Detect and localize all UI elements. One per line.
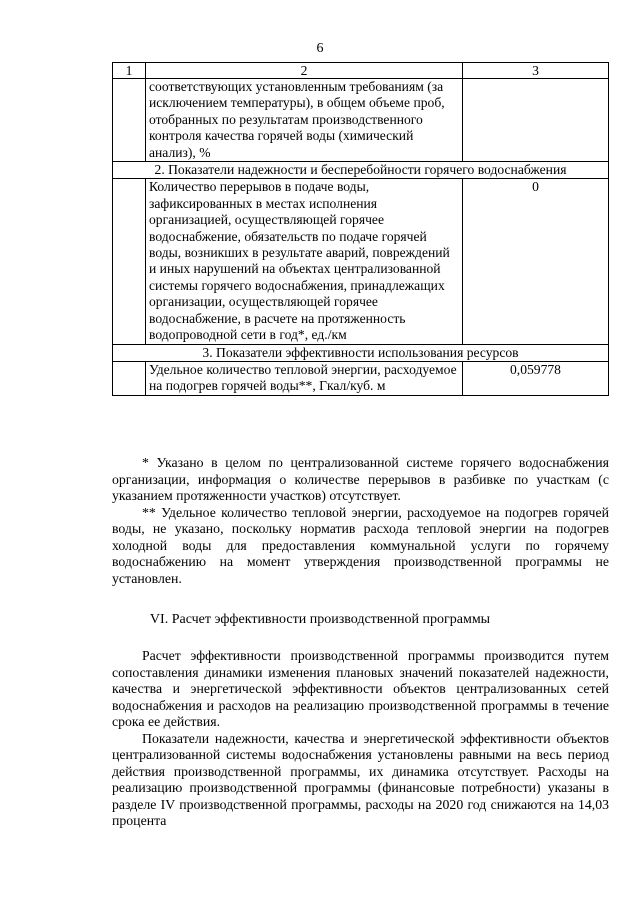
header-col-2: 2 — [146, 63, 463, 79]
section-heading: VI. Расчет эффективности производственной программы — [149, 612, 491, 627]
paragraph-2: Показатели надежности, качества и энергетической эффективности объектов централизованной системы водоснабжения установлены равными на весь период действия производственной программы, их динамика отсутствует. Расходы на реализацию производственной программы (финансовые потребности) указаны в разделе IV производственной программы, расходы на 2020 год снижаются на 14,03 процента — [112, 730, 609, 828]
indicator-name-cell: соответствующих установленным требованиям (за исключением температуры), в общем объеме проб, отобранных по результатам производственного контроля качества горячей воды (химический анализ), % — [146, 79, 463, 162]
row-number-cell — [113, 79, 146, 162]
indicator-value-cell: 0 — [463, 179, 609, 344]
indicator-name-cell: Количество перерывов в подаче воды, зафиксированных в местах исполнения организацией, осуществляющей горячее водоснабжение, обязательств по подаче горячей воды, возникших в результате аварий, повреждений и иных нарушений на объектах централизованной системы горячего водоснабжения, принадлежащих организации, осуществляющей горячее водоснабжение, в расчете на протяженность водопроводной сети в год*, ед./км — [146, 179, 463, 344]
row-number-cell — [113, 179, 146, 344]
indicators-table — [112, 62, 609, 396]
table-row — [113, 179, 609, 344]
paragraph-1: Расчет эффективности производственной программы производится путем сопоставления динамики изменения плановых значений показателей надежности, качества и энергетической эффективности объектов централизованных сетей водоснабжения и расходов на реализацию производственной программы в течение срока ее действия. — [112, 648, 609, 729]
indicator-value-cell — [463, 79, 609, 162]
indicator-name-cell: Удельное количество тепловой энергии, расходуемое на подогрев горячей воды**, Гкал/куб. м — [146, 361, 463, 395]
page-number: 6 — [316, 41, 324, 56]
table-header-row — [113, 63, 609, 79]
table-section-row — [113, 162, 609, 179]
footnotes — [112, 455, 609, 587]
indicator-value-cell: 0,059778 — [463, 361, 609, 395]
row-number-cell — [113, 361, 146, 395]
footnote-1: * Указано в целом по централизованной системе горячего водоснабжения организации, информация о количестве перерывов в разбивке по участкам (с указанием протяженности участков) отсутствует. — [112, 455, 609, 503]
header-col-1: 1 — [113, 63, 146, 79]
section-3-title: 3. Показатели эффективности использования ресурсов — [113, 344, 609, 361]
header-col-3: 3 — [463, 63, 609, 79]
table-row — [113, 79, 609, 162]
table-section-row — [113, 344, 609, 361]
section-body — [112, 648, 609, 830]
table-row — [113, 361, 609, 395]
section-2-title: 2. Показатели надежности и бесперебойности горячего водоснабжения — [113, 162, 609, 179]
footnote-2: ** Удельное количество тепловой энергии, расходуемое на подогрев горячей воды, не указано, поскольку норматив расхода тепловой энергии на подогрев холодной воды для предоставления коммунальной услуги по горячему водоснабжению на момент утверждения производственной программы не установлен. — [112, 504, 609, 586]
